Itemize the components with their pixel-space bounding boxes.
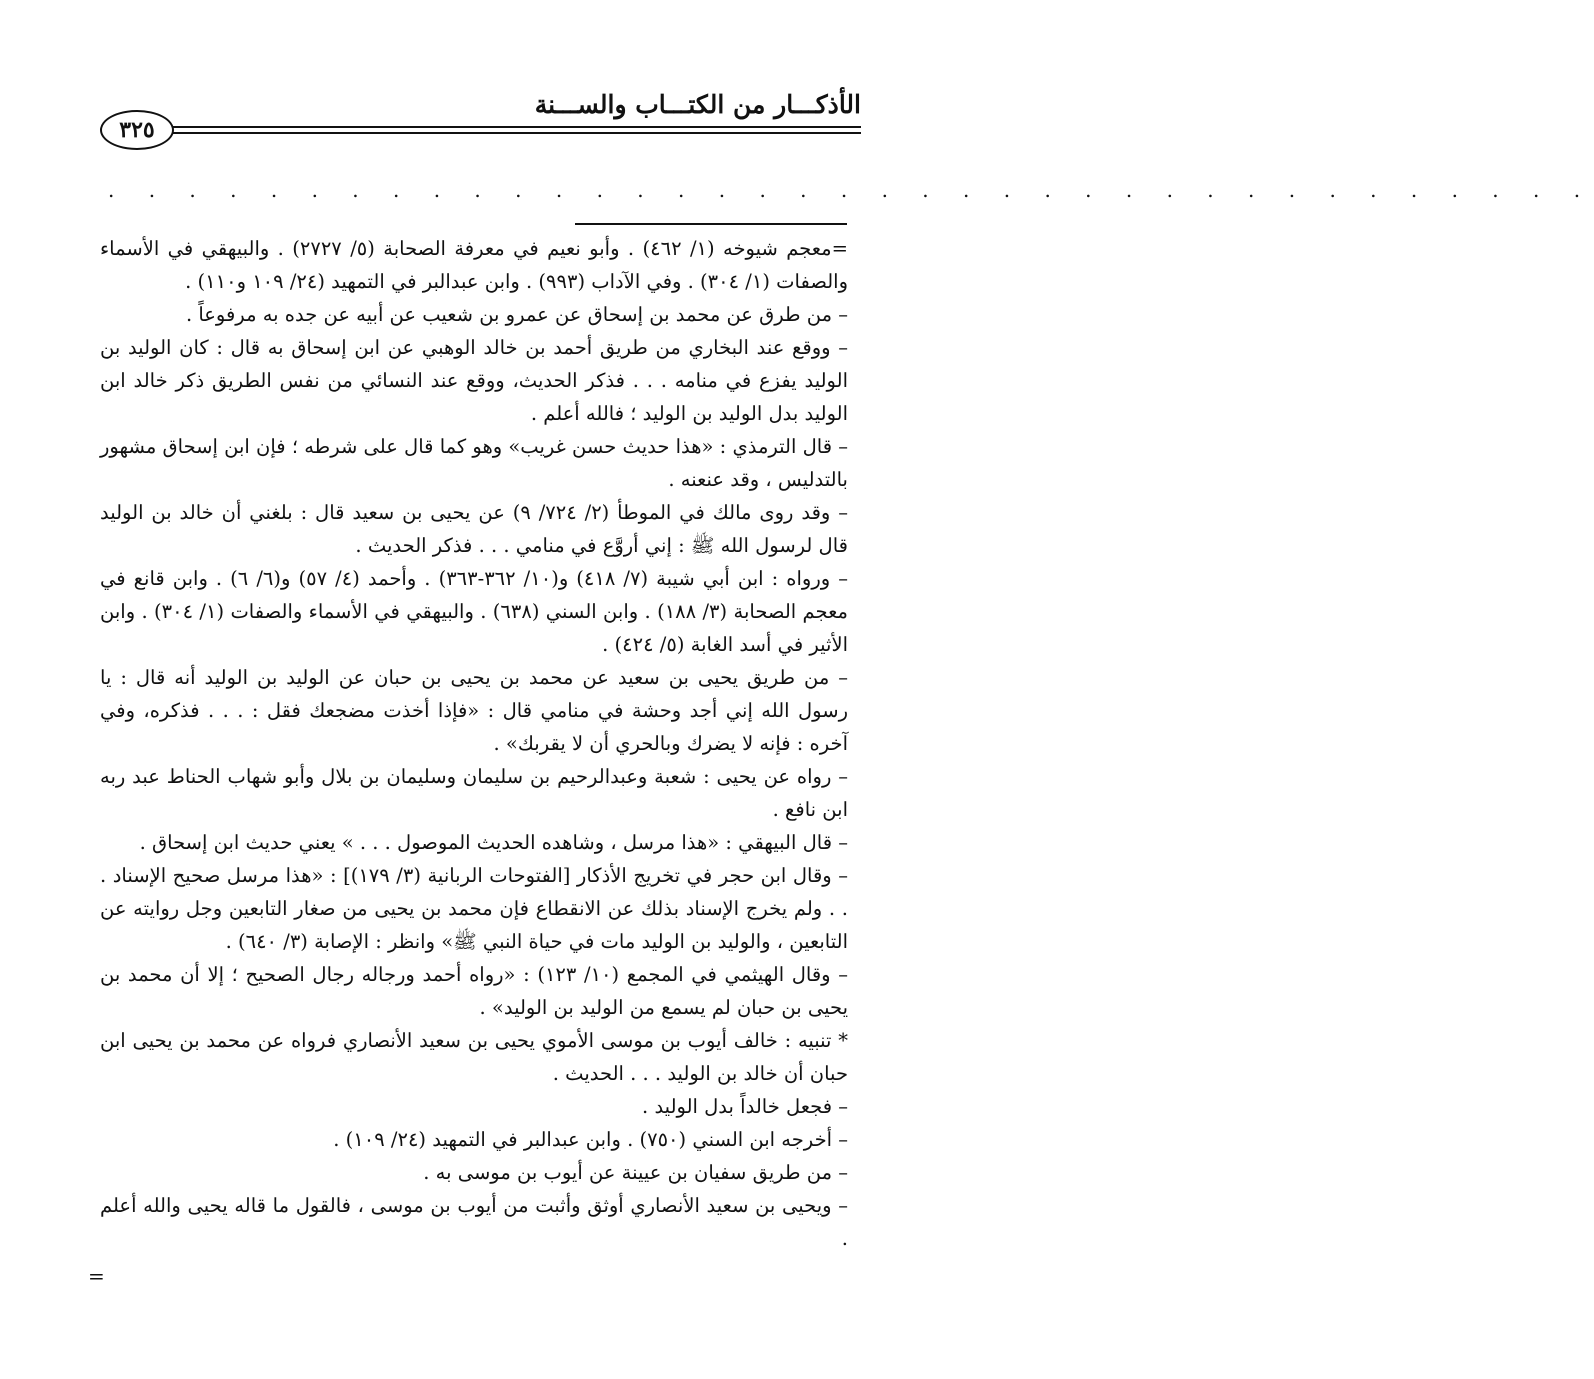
running-title: الأذكـــار من الكتـــاب والســـنة (534, 90, 861, 119)
footnote-paragraph: – وقال الهيثمي في المجمع (١٠/ ١٢٣) : «رواه أحمد ورجاله رجال الصحيح ؛ إلا أن محمد بن يحيى بن حبان لم يسمع من الوليد بن الوليد» . (100, 963, 848, 1019)
footnote-paragraph: – قال البيهقي : «هذا مرسل ، وشاهده الحديث الموصول . . . » يعني حديث ابن إسحاق . (139, 831, 848, 854)
page-number: ٣٢٥ (100, 110, 174, 150)
footnote-paragraph: – وقال ابن حجر في تخريج الأذكار [الفتوحات الربانية (٣/ ١٧٩)] : «هذا مرسل صحيح الإسناد . . . ولم يخرج الإسناد بذلك عن الانقطاع فإن محمد بن يحيى من صغار التابعين وجل روايته عن التابعين ، والوليد بن الوليد مات في حياة النبي ﷺ» وانظر : الإصابة (٣/ ٦٤٠) . (100, 864, 848, 953)
footnote-separator (575, 223, 847, 225)
footnote-paragraph: – ويحيى بن سعيد الأنصاري أوثق وأثبت من أيوب بن موسى ، فالقول ما قاله يحيى والله أعلم . (100, 1194, 848, 1250)
separator-dots: . . . . . . . . . . . . . . . . . . . . . . . . . . . . . . . . . . . . . (108, 178, 1594, 202)
footnote-paragraph: – من طرق عن محمد بن إسحاق عن عمرو بن شعيب عن أبيه عن جده به مرفوعاً . (185, 303, 848, 326)
footnote-paragraph: – فجعل خالداً بدل الوليد . (642, 1095, 848, 1118)
footnote-paragraph: – ورواه : ابن أبي شيبة (٧/ ٤١٨) و(١٠/ ٣٦٢-٣٦٣) . وأحمد (٤/ ٥٧) و(٦/ ٦) . وابن قانع في معجم الصحابة (٣/ ١٨٨) . وابن السني (٦٣٨) . والبيهقي في الأسماء والصفات (١/ ٣٠٤) . وابن الأثير في أسد الغابة (٥/ ٤٢٤) . (100, 567, 848, 656)
continuation-mark: = (88, 1264, 105, 1288)
footnote-paragraph: * تنبيه : خالف أيوب بن موسى الأموي يحيى بن سعيد الأنصاري فرواه عن محمد بن يحيى ابن حبان أن خالد بن الوليد . . . الحديث . (100, 1029, 848, 1085)
footnote-paragraph: – ووقع عند البخاري من طريق أحمد بن خالد الوهبي عن ابن إسحاق به قال : كان الوليد بن الوليد يفزع في منامه . . . فذكر الحديث، ووقع عند النسائي من نفس الطريق ذكر خالد ابن الوليد بدل الوليد بن الوليد ؛ فالله أعلم . (100, 336, 848, 425)
footnote-paragraph: – من طريق سفيان بن عيينة عن أيوب بن موسى به . (423, 1161, 848, 1184)
header-rule (166, 132, 861, 134)
header-rule (166, 126, 861, 128)
footnote-paragraph: – رواه عن يحيى : شعبة وعبدالرحيم بن سليمان وسليمان بن بلال وأبو شهاب الحناط عبد ربه ابن نافع . (100, 765, 848, 821)
footnote-paragraph: – قال الترمذي : «هذا حديث حسن غريب» وهو كما قال على شرطه ؛ فإن ابن إسحاق مشهور بالتدليس ، وقد عنعنه . (100, 435, 848, 491)
footnote-paragraph: – من طريق يحيى بن سعيد عن محمد بن يحيى بن حبان عن الوليد بن الوليد أنه قال : يا رسول الله إني أجد وحشة في منامي قال : «فإذا أخذت مضجعك فقل : . . . فذكره، وفي آخره : فإنه لا يضرك وبالحري أن لا يقربك» . (100, 666, 848, 755)
footnote-body (100, 232, 848, 1255)
page-header (100, 88, 861, 148)
footnote-paragraph: – أخرجه ابن السني (٧٥٠) . وابن عبدالبر في التمهيد (٢٤/ ١٠٩) . (333, 1128, 848, 1151)
footnote-paragraph: =معجم شيوخه (١/ ٤٦٢) . وأبو نعيم في معرفة الصحابة (٥/ ٢٧٢٧) . والبيهقي في الأسماء والصفات (١/ ٣٠٤) . وفي الآداب (٩٩٣) . وابن عبدالبر في التمهيد (٢٤/ ١٠٩ و١١٠) . (100, 237, 848, 293)
footnote-paragraph: – وقد روى مالك في الموطأ (٢/ ٧٢٤/ ٩) عن يحيى بن سعيد قال : بلغني أن خالد بن الوليد قال لرسول الله ﷺ : إني أروَّع في منامي . . . فذكر الحديث . (100, 501, 848, 557)
